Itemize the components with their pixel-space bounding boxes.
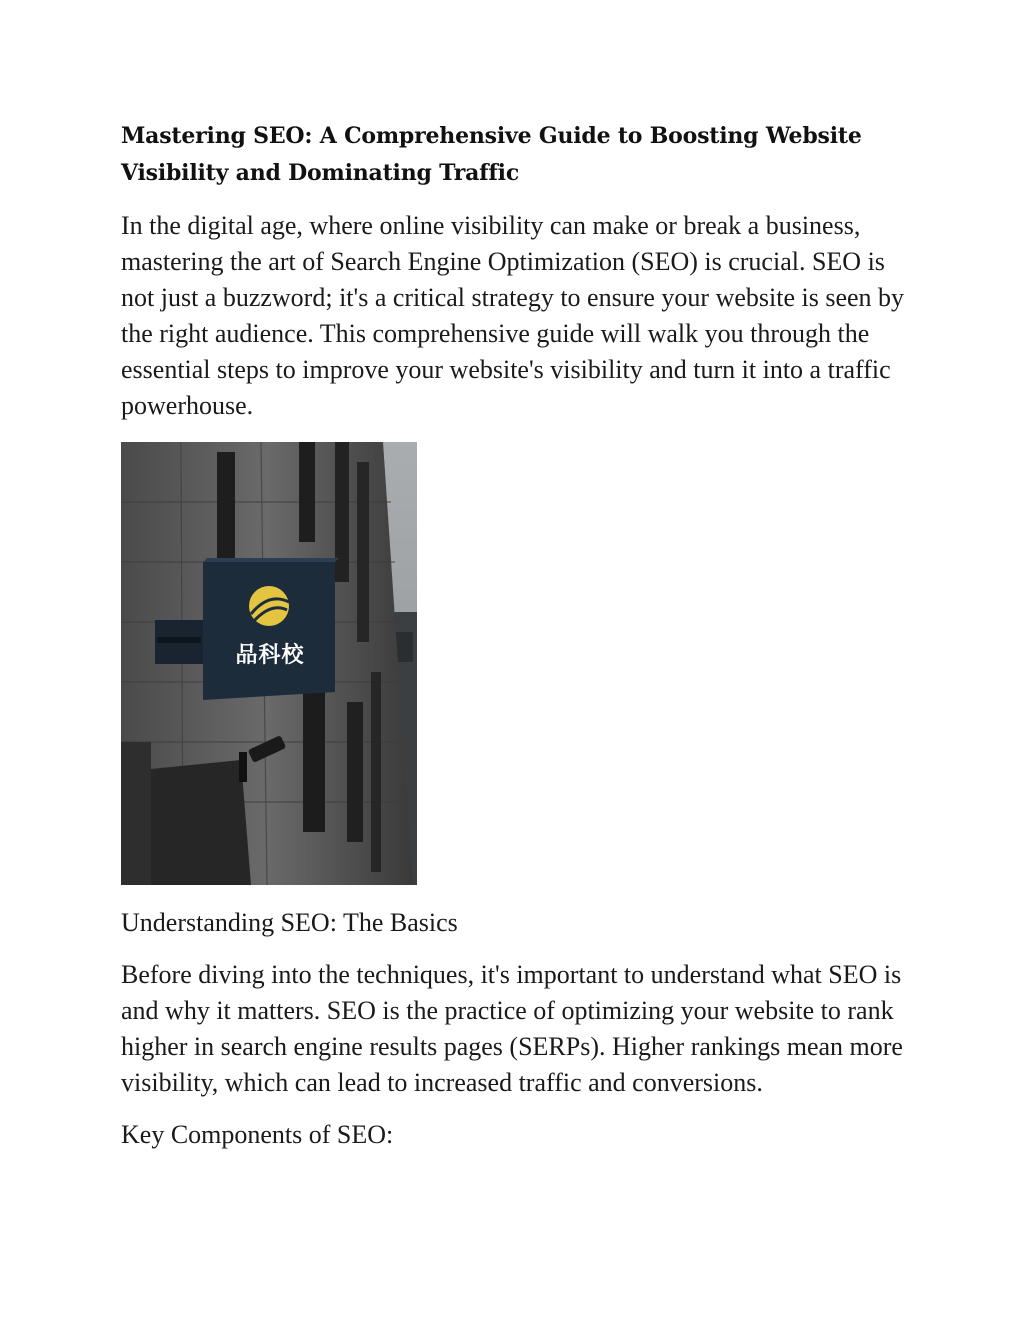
- section-heading-basics: Understanding SEO: The Basics: [121, 908, 458, 937]
- article-title: Mastering SEO: A Comprehensive Guide to Boosting Website Visibility and Dominating Traffic: [121, 123, 862, 186]
- intro-paragraph: In the digital age, where online visibility can make or break a business, mastering the art of Search Engine Optimization (SEO) is crucial. SEO is not just a buzzword; it's a critical strategy to ensure your website is seen by the right audience. This comprehensive guide will walk you through the essential steps to improve your website's visibility and turn it into a traffic powerhouse.: [121, 211, 905, 420]
- basics-paragraph: Before diving into the techniques, it's important to understand what SEO is and why it matters. SEO is the practice of optimizing your website to rank higher in search engine results pages (SERPs). Higher rankings mean more visibility, which can lead to increased traffic and conversions.: [121, 960, 903, 1097]
- logo-sun-icon: [249, 586, 289, 626]
- document-page: [121, 118, 911, 1153]
- sign-text: 品科校: [235, 643, 305, 668]
- key-components-heading: Key Components of SEO:: [121, 1120, 394, 1149]
- building-sign-photo: [121, 442, 417, 885]
